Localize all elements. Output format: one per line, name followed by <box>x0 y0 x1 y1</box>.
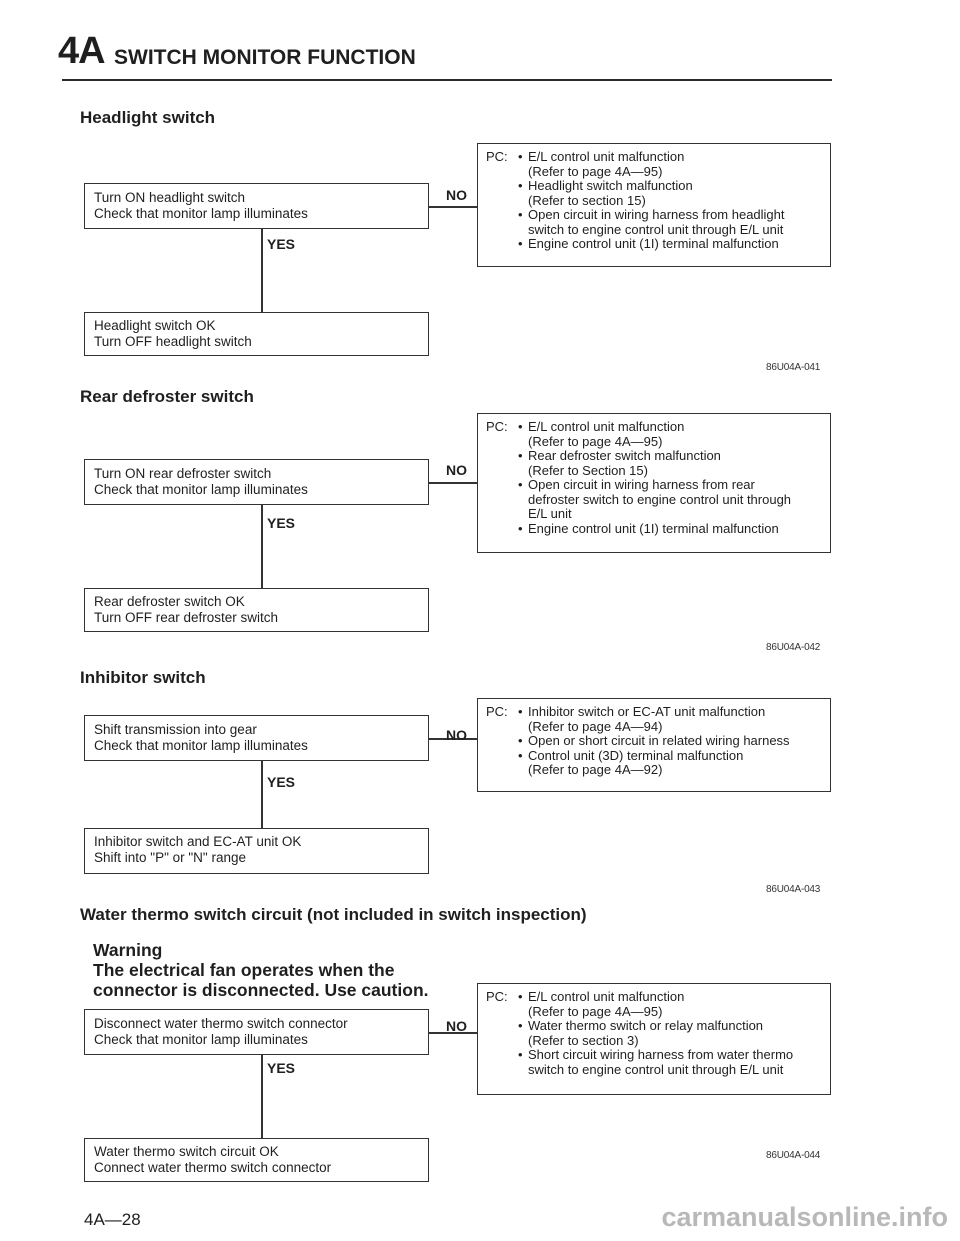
cause-text: Water thermo switch or relay malfunction <box>528 1018 764 1033</box>
header-divider <box>62 79 832 81</box>
check-step-box <box>84 1009 429 1055</box>
cause-detail: switch to engine control unit through E/L unit <box>528 221 784 237</box>
yes-label: YES <box>267 236 296 252</box>
warning-line: connector is disconnected. Use caution. <box>93 980 429 1000</box>
page-title: SWITCH MONITOR FUNCTION <box>114 46 416 69</box>
figure-code: 86U04A-041 <box>766 362 821 373</box>
pc-label-spacer <box>486 449 518 464</box>
pc-label-spacer <box>486 237 518 252</box>
result-line: Turn OFF rear defroster switch <box>94 610 279 625</box>
check-step-box <box>84 183 429 229</box>
cause-detail: E/L unit <box>528 506 572 521</box>
bullet-icon: • <box>518 419 523 434</box>
cause-text: Engine control unit (1I) terminal malfunction <box>528 236 779 251</box>
cause-text: E/L control unit malfunction <box>528 149 685 164</box>
no-connector <box>429 206 477 208</box>
result-line: Water thermo switch circuit OK <box>94 1144 279 1159</box>
cause-item <box>486 1048 824 1063</box>
section-title: Inhibitor switch <box>80 668 206 687</box>
cause-detail: (Refer to page 4A—95) <box>528 433 663 449</box>
cause-item <box>486 150 824 165</box>
bullet-icon: • <box>518 236 523 251</box>
step-line: Turn ON headlight switch <box>94 190 246 205</box>
possible-cause-box <box>477 983 831 1095</box>
pc-label-spacer <box>486 208 518 223</box>
step-line: Disconnect water thermo switch connector <box>94 1016 348 1031</box>
cause-detail: (Refer to section 15) <box>528 192 646 208</box>
ok-result-box <box>84 588 429 632</box>
cause-text: E/L control unit malfunction <box>528 989 685 1004</box>
cause-item <box>486 749 824 764</box>
cause-text: Open circuit in wiring harness from headlight <box>528 207 785 222</box>
cause-item <box>486 990 824 1005</box>
no-label: NO <box>446 727 467 743</box>
cause-item <box>486 449 824 464</box>
pc-label: PC: <box>486 419 508 434</box>
cause-item <box>486 478 824 493</box>
cause-detail: (Refer to page 4A—94) <box>528 718 663 734</box>
cause-detail: (Refer to section 3) <box>528 1032 639 1048</box>
ok-result-box <box>84 828 429 874</box>
pc-label: PC: <box>486 989 508 1004</box>
warning-heading: Warning <box>93 940 163 960</box>
result-line: Connect water thermo switch connector <box>94 1160 332 1175</box>
pc-label-spacer <box>486 734 518 749</box>
cause-text: Rear defroster switch malfunction <box>528 448 721 463</box>
pc-label-spacer <box>486 478 518 493</box>
figure-code: 86U04A-044 <box>766 1150 821 1161</box>
yes-connector <box>261 1055 263 1138</box>
pc-label-spacer <box>486 1048 518 1063</box>
cause-text: Headlight switch malfunction <box>528 178 693 193</box>
step-line: Check that monitor lamp illuminates <box>94 738 308 753</box>
watermark: carmanualsonline.info <box>661 1202 948 1232</box>
cause-detail: (Refer to page 4A—95) <box>528 1003 663 1019</box>
pc-label-spacer <box>486 522 518 537</box>
cause-item <box>486 522 824 537</box>
result-line: Inhibitor switch and EC-AT unit OK <box>94 834 302 849</box>
cause-detail: (Refer to Section 15) <box>528 462 648 478</box>
pc-label-spacer <box>486 749 518 764</box>
step-line: Check that monitor lamp illuminates <box>94 482 308 497</box>
yes-label: YES <box>267 515 296 531</box>
bullet-icon: • <box>518 704 523 719</box>
cause-text: Inhibitor switch or EC-AT unit malfunction <box>528 704 766 719</box>
no-label: NO <box>446 1018 467 1034</box>
bullet-icon: • <box>518 1018 523 1033</box>
yes-label: YES <box>267 1060 296 1076</box>
pc-label: PC: <box>486 704 508 719</box>
bullet-icon: • <box>518 178 523 193</box>
cause-detail: (Refer to page 4A—92) <box>528 762 663 777</box>
figure-code: 86U04A-042 <box>766 642 821 653</box>
bullet-icon: • <box>518 747 523 763</box>
bullet-icon: • <box>518 733 523 748</box>
yes-label: YES <box>267 774 296 790</box>
section-number: 4A <box>58 30 105 72</box>
figure-code: 86U04A-043 <box>766 884 821 895</box>
cause-item <box>486 705 824 720</box>
cause-item <box>486 208 824 223</box>
yes-connector <box>261 505 263 588</box>
yes-connector <box>261 229 263 312</box>
cause-text: Open or short circuit in related wiring harness <box>528 733 790 748</box>
cause-text: Engine control unit (1I) terminal malfunction <box>528 520 779 536</box>
bullet-icon: • <box>518 989 523 1004</box>
result-line: Turn OFF headlight switch <box>94 334 252 349</box>
cause-text: Open circuit in wiring harness from rear <box>528 477 755 492</box>
possible-cause-box <box>477 698 831 792</box>
bullet-icon: • <box>518 477 523 492</box>
no-label: NO <box>446 462 467 478</box>
section-title: Water thermo switch circuit (not included in switch inspection) <box>80 905 587 924</box>
check-step-box <box>84 715 429 761</box>
yes-connector <box>261 761 263 828</box>
ok-result-box <box>84 1138 429 1182</box>
pc-label-spacer <box>486 1019 518 1034</box>
bullet-icon: • <box>518 448 523 463</box>
cause-detail: (Refer to page 4A—95) <box>528 163 663 179</box>
result-line: Shift into "P" or "N" range <box>94 850 246 865</box>
ok-result-box <box>84 312 429 356</box>
bullet-icon: • <box>518 520 523 536</box>
section-title: Rear defroster switch <box>80 387 254 406</box>
cause-item <box>486 734 824 749</box>
bullet-icon: • <box>518 207 523 222</box>
step-line: Turn ON rear defroster switch <box>94 466 272 481</box>
cause-text: Short circuit wiring harness from water thermo <box>528 1047 794 1062</box>
cause-detail: defroster switch to engine control unit through <box>528 491 792 507</box>
bullet-icon: • <box>518 1047 523 1062</box>
warning-block <box>93 940 429 1000</box>
cause-item <box>486 237 824 252</box>
section-title: Headlight switch <box>80 108 216 127</box>
cause-text: E/L control unit malfunction <box>528 419 685 434</box>
cause-text: Control unit (3D) terminal malfunction <box>528 747 744 763</box>
possible-cause-box <box>477 143 831 267</box>
result-line: Headlight switch OK <box>94 318 216 333</box>
page-number: 4A—28 <box>84 1210 141 1229</box>
check-step-box <box>84 459 429 505</box>
no-connector <box>429 482 477 484</box>
pc-label: PC: <box>486 149 508 164</box>
pc-label-spacer <box>486 179 518 194</box>
possible-cause-box <box>477 413 831 553</box>
warning-line: The electrical fan operates when the <box>93 960 395 980</box>
cause-item <box>486 420 824 435</box>
bullet-icon: • <box>518 149 523 164</box>
no-label: NO <box>446 187 467 203</box>
step-line: Check that monitor lamp illuminates <box>94 206 308 221</box>
cause-item <box>486 1019 824 1034</box>
result-line: Rear defroster switch OK <box>94 594 245 609</box>
cause-detail: switch to engine control unit through E/L unit <box>528 1061 784 1077</box>
step-line: Shift transmission into gear <box>94 722 257 737</box>
cause-item <box>486 179 824 194</box>
step-line: Check that monitor lamp illuminates <box>94 1032 308 1047</box>
